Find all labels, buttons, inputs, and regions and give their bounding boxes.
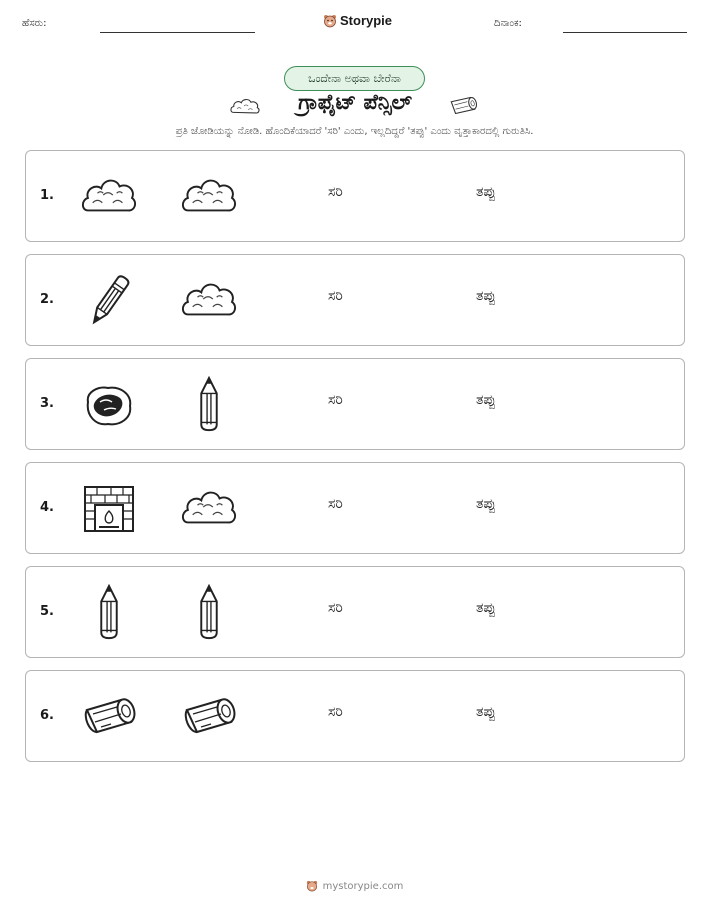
option-correct[interactable]: ಸರಿ (328, 496, 343, 512)
option-wrong[interactable]: ತಪ್ಪು (476, 704, 496, 720)
option-wrong[interactable]: ತಪ್ಪು (476, 288, 496, 304)
question-number: 3. (40, 396, 54, 411)
question-row (25, 150, 685, 242)
option-correct[interactable]: ಸರಿ (328, 288, 343, 304)
bear-logo-icon (323, 14, 337, 28)
option-wrong[interactable]: ತಪ್ಪು (476, 184, 496, 200)
brand-logo (323, 13, 392, 28)
question-row (25, 566, 685, 658)
option-correct[interactable]: ಸರಿ (328, 600, 343, 616)
log-icon (79, 689, 139, 745)
option-correct[interactable]: ಸರಿ (328, 704, 343, 720)
log-icon (447, 95, 479, 117)
brand-name: Storypie (340, 13, 393, 28)
question-number: 6. (40, 708, 54, 723)
question-row (25, 254, 685, 346)
question-row (25, 462, 685, 554)
question-number: 4. (40, 500, 54, 515)
question-number: 5. (40, 604, 54, 619)
pencil-tilted-icon (79, 273, 139, 329)
question-number: 2. (40, 292, 54, 307)
question-row (25, 358, 685, 450)
question-number: 1. (40, 188, 54, 203)
date-label: ದಿನಾಂಕ: (494, 18, 522, 29)
option-wrong[interactable]: ತಪ್ಪು (476, 600, 496, 616)
worksheet-type-badge: ಒಂದೇನಾ ಅಥವಾ ಬೇರೆನಾ (284, 66, 425, 91)
pencil-icon (179, 585, 239, 641)
cloud-icon (179, 169, 239, 225)
footer (0, 880, 709, 892)
option-wrong[interactable]: ತಪ್ಪು (476, 392, 496, 408)
log-icon (179, 689, 239, 745)
instructions-text: ಪ್ರತಿ ಜೋಡಿಯನ್ನು ನೋಡಿ. ಹೊಂದಿಕೆಯಾದರೆ 'ಸರಿ' ಎಂದು, ಇಲ್ಲದಿದ್ದರೆ 'ತಪ್ಪು' ಎಂದು ವೃತ್ತಾಕಾರದಲ್ಲಿ ಗುರುತಿಸಿ. (175, 126, 534, 137)
cloud-icon (229, 95, 261, 117)
footer-url[interactable]: mystorypie.com (322, 880, 404, 892)
fireplace-icon (79, 481, 139, 537)
option-correct[interactable]: ಸರಿ (328, 184, 343, 200)
bear-logo-icon (306, 880, 318, 892)
name-line[interactable] (100, 32, 255, 33)
pencil-icon (79, 585, 139, 641)
option-correct[interactable]: ಸರಿ (328, 392, 343, 408)
page-title: ಗ್ರಾಫೈಟ್ ಪೆನ್ಸಿಲ್ (298, 90, 412, 114)
cloud-icon (79, 169, 139, 225)
cloud-icon (179, 481, 239, 537)
name-label: ಹೆಸರು: (22, 18, 47, 29)
option-wrong[interactable]: ತಪ್ಪು (476, 496, 496, 512)
date-line[interactable] (563, 32, 687, 33)
question-row (25, 670, 685, 762)
cloud-icon (179, 273, 239, 329)
pencil-icon (179, 377, 239, 433)
graphite-rock-icon (79, 377, 139, 433)
